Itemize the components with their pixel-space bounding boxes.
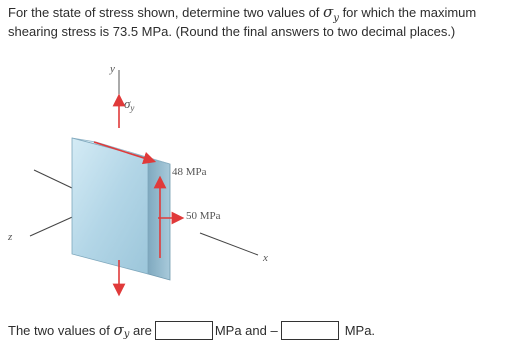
stress-element-figure	[0, 58, 320, 303]
answer-row	[8, 319, 375, 341]
block-front-face	[72, 138, 148, 274]
z-axis-label: z	[8, 231, 13, 243]
answer-prefix: The two values of	[8, 322, 114, 338]
z-axis-line-back	[34, 170, 72, 188]
x-axis-label: x	[263, 252, 268, 264]
y-axis-label: y	[110, 63, 115, 75]
sigma-symbol: σ	[323, 3, 334, 21]
question-text	[8, 4, 513, 40]
answer-unit-and: MPa and –	[214, 322, 278, 338]
sigma-subscript: y	[333, 13, 339, 24]
question-text-after: for which the maximum shearing stress is 73.5 MPa. (Round the final answers to two decimal places.)	[8, 5, 477, 39]
sigma-y-value1-input[interactable]	[155, 321, 213, 340]
answer-unit-end: MPa.	[344, 322, 376, 338]
question-text-before: For the state of stress shown, determine two values of	[8, 5, 324, 20]
block-side-face	[148, 158, 170, 280]
sigma-y-label: $\sigma_y$	[124, 96, 135, 113]
x-axis-line	[200, 233, 258, 255]
normal-stress-label: 50 MPa	[186, 210, 221, 222]
answer-sigma-subscript: y	[123, 328, 130, 340]
answer-are: are	[129, 322, 152, 338]
shear-stress-label: 48 MPa	[172, 166, 207, 178]
sigma-y-value2-input[interactable]	[281, 321, 339, 340]
answer-sigma-symbol: σ	[113, 321, 124, 339]
